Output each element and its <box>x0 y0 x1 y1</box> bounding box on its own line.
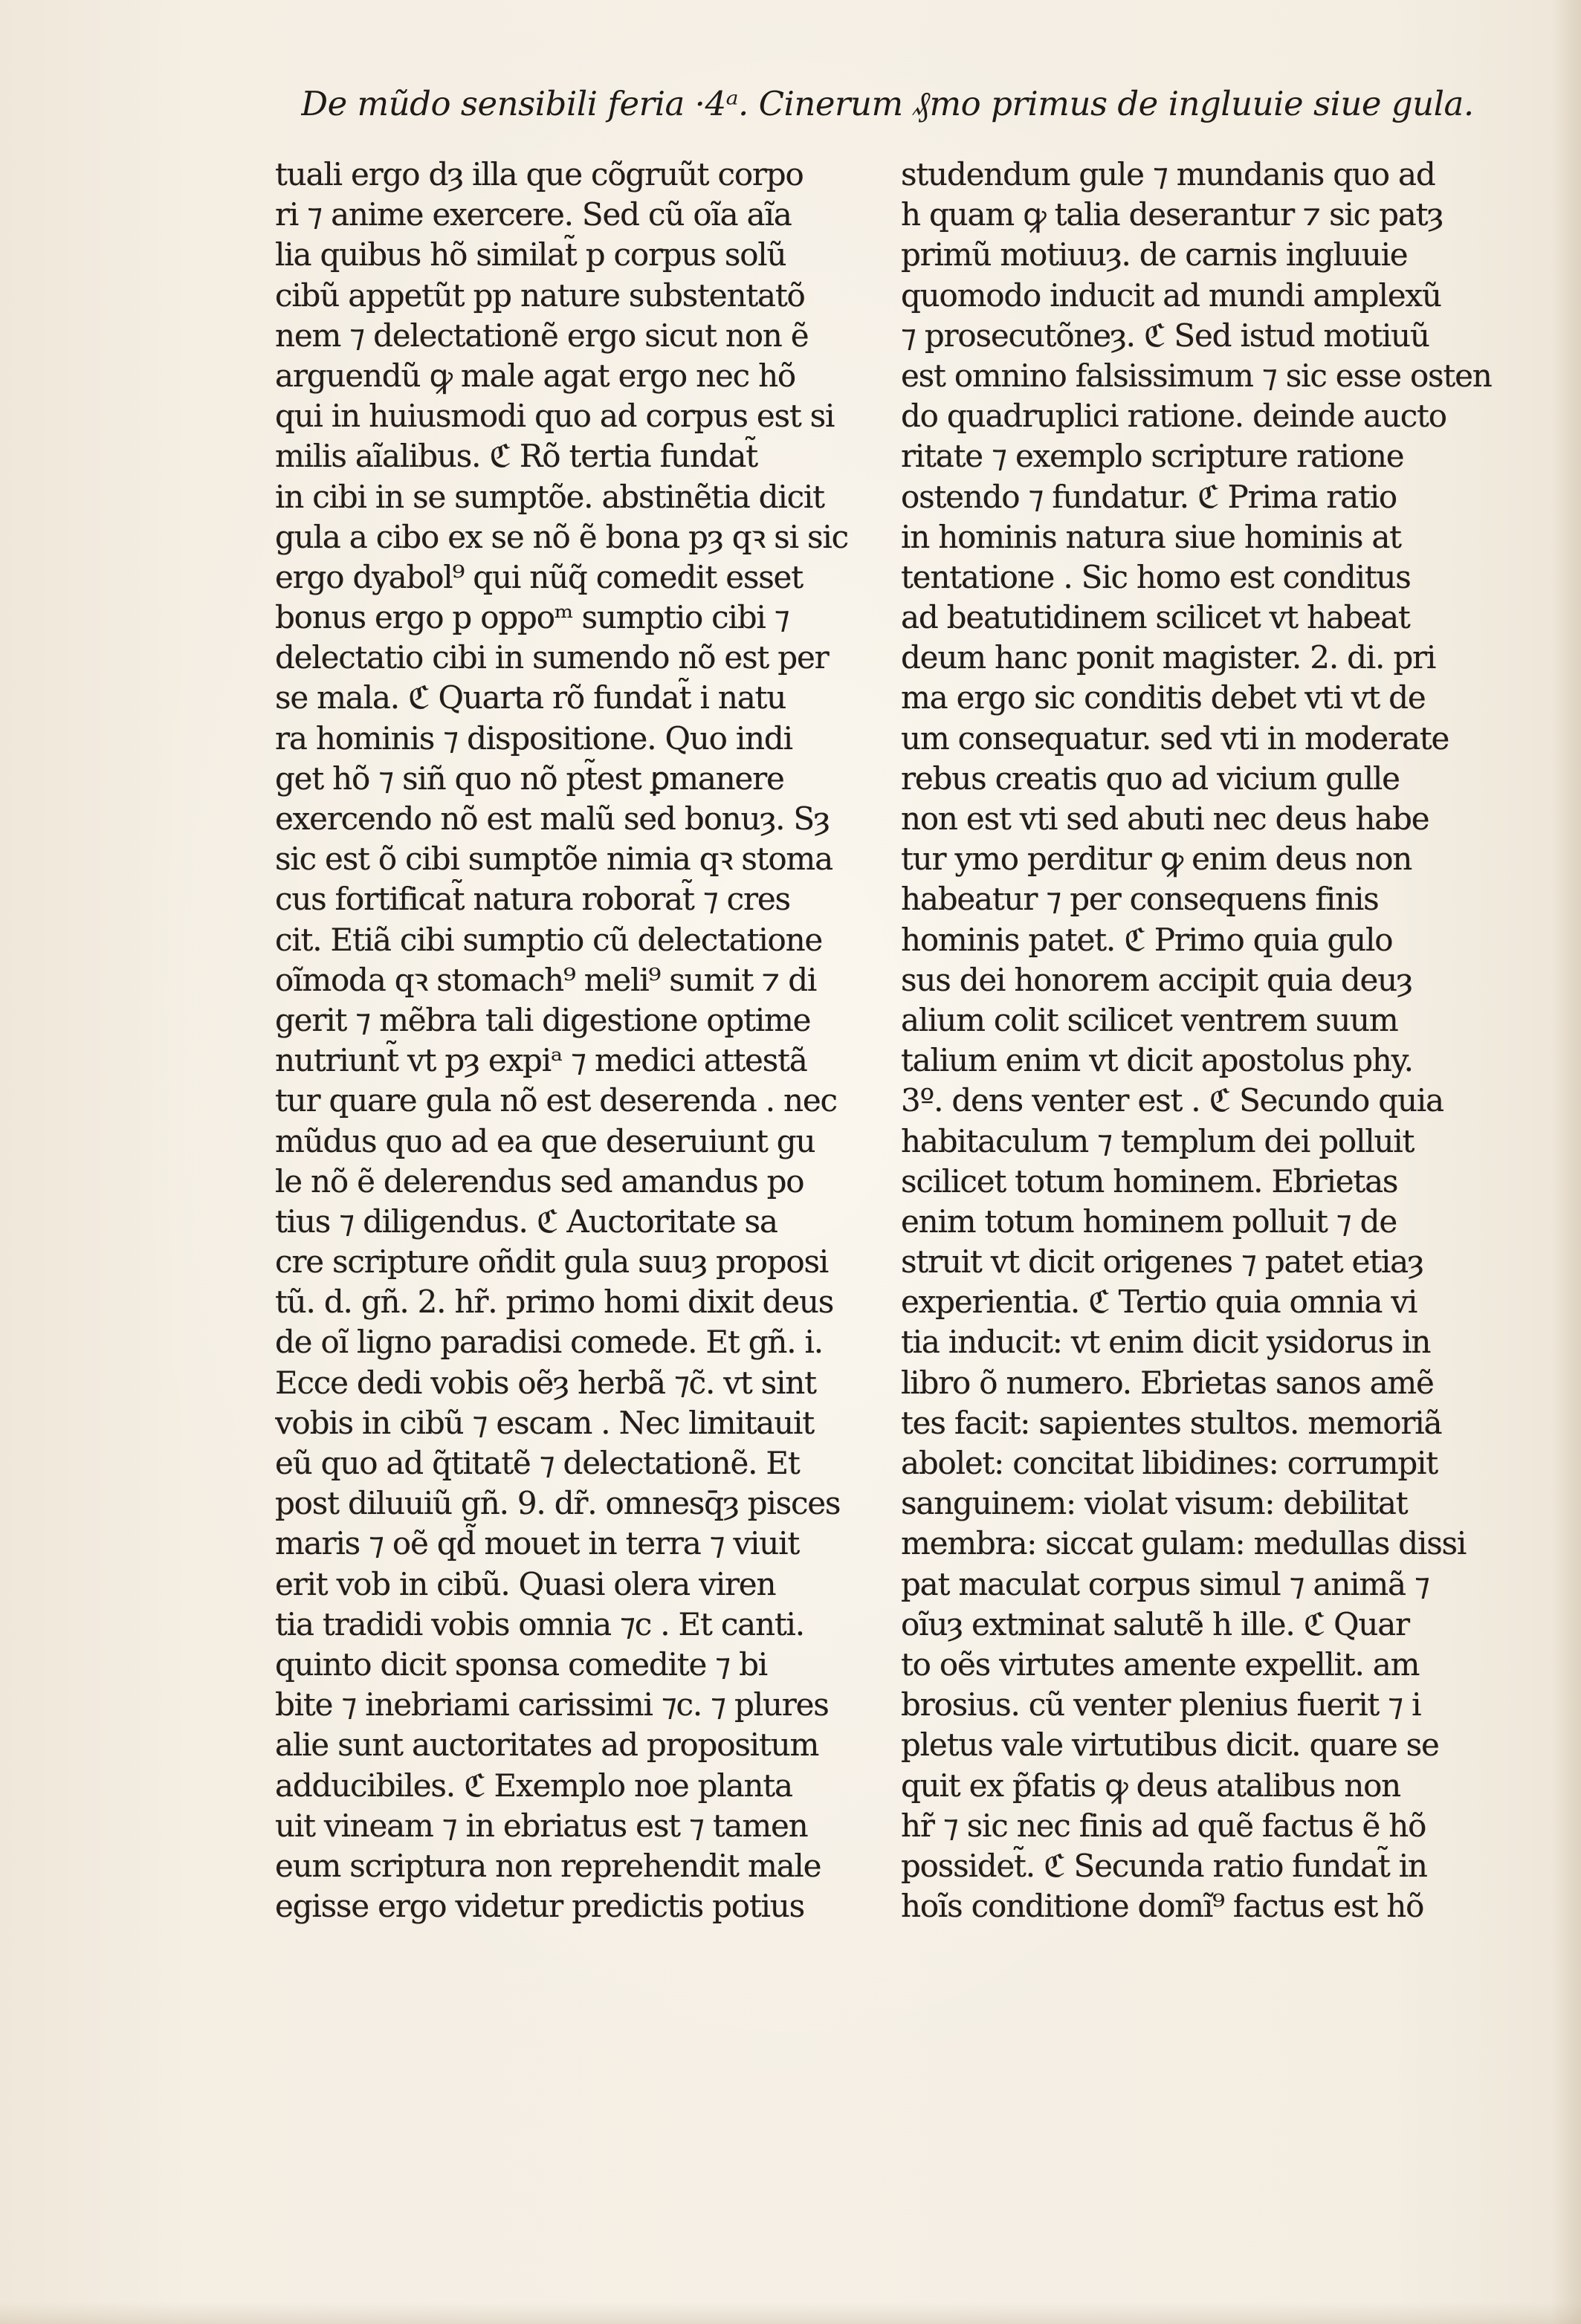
text-line: ⁊ prosecutõneȝ. ℭ Sed istud motiuũ <box>901 317 1429 354</box>
text-line: uit vineam ⁊ in ebriatus est ⁊ tamen <box>275 1807 808 1844</box>
text-line: enim totum hominem polluit ⁊ de <box>901 1203 1397 1240</box>
text-line: in hominis natura siue hominis at <box>901 518 1401 555</box>
text-line: tentatione . Sic homo est conditus <box>901 558 1411 595</box>
text-line: tuali ergo dȝ illa que cõgruũt corpo <box>275 156 804 192</box>
text-line: qui in huiusmodi quo ad corpus est si <box>275 398 835 435</box>
text-line: le nõ ẽ delerendus sed amandus po <box>275 1162 804 1200</box>
text-line: tius ⁊ diligendus. ℭ Auctoritate sa <box>275 1203 777 1240</box>
text-line: h quam ꝙ talia deserantur ⁊ sic patȝ <box>901 196 1443 233</box>
text-line: libro õ numero. Ebrietas sanos amẽ <box>901 1364 1434 1401</box>
text-line: ri ⁊ anime exercere. Sed cũ oĩa aĩa <box>275 196 792 233</box>
text-line: in cibi in se sumptõe. abstinẽtia dicit <box>275 478 824 515</box>
text-line: habeatur ⁊ per consequens finis <box>901 881 1379 918</box>
text-line: tũ. d. gñ. 2. hr̃. primo homi dixit deus <box>275 1284 834 1321</box>
text-line: pletus vale virtutibus dicit. quare se <box>901 1726 1439 1764</box>
text-line: rebus creatis quo ad vicium gulle <box>901 760 1400 797</box>
text-line: hominis patet. ℭ Primo quia gulo <box>901 921 1393 958</box>
text-line: brosius. cũ venter plenius fuerit ⁊ i <box>901 1686 1421 1723</box>
text-line: tur quare gula nõ est deserenda . nec <box>275 1082 837 1119</box>
text-line: adducibiles. ℭ Exemplo noe planta <box>275 1767 792 1804</box>
text-line: membra: siccat gulam: medullas dissi <box>901 1525 1467 1562</box>
text-line: de oĩ ligno paradisi comede. Et gñ. i. <box>275 1324 823 1361</box>
text-line: scilicet totum hominem. Ebrietas <box>901 1162 1398 1200</box>
text-line: quinto dicit sponsa comedite ⁊ bi <box>275 1645 767 1683</box>
text-line: maris ⁊ oẽ qd̃ mouet in terra ⁊ viuit <box>275 1525 800 1562</box>
text-line: nem ⁊ delectationẽ ergo sicut non ẽ <box>275 317 809 354</box>
text-line: deum hanc ponit magister. 2. di. pri <box>901 639 1436 676</box>
text-line: egisse ergo videtur predictis potius <box>275 1888 804 1925</box>
text-line: eum scriptura non reprehendit male <box>275 1847 821 1884</box>
text-line: tur ymo perditur ꝙ enim deus non <box>901 841 1412 878</box>
text-line: sanguinem: violat visum: debilitat <box>901 1485 1408 1522</box>
text-line: pat maculat corpus simul ⁊ animã ⁊ <box>901 1565 1429 1602</box>
text-line: ergo dyabol⁹ qui nũq̃ comedit esset <box>275 558 803 595</box>
text-line: ra hominis ⁊ dispositione. Quo indi <box>275 719 792 757</box>
text-line: ma ergo sic conditis debet vti vt de <box>901 679 1426 716</box>
text-line: oĩuȝ extminat salutẽ h ille. ℭ Quar <box>901 1605 1409 1642</box>
text-line: ostendo ⁊ fundatur. ℭ Prima ratio <box>901 478 1397 515</box>
text-line: gerit ⁊ mẽbra tali digestione optime <box>275 1001 811 1038</box>
text-line: vobis in cibũ ⁊ escam . Nec limitauit <box>275 1404 814 1441</box>
text-line: Ecce dedi vobis oẽȝ herbã ⁊c̃. vt sint <box>275 1364 816 1401</box>
text-line: post diluuiũ gñ. 9. dr̃. omnesq̄ȝ pisces <box>275 1485 841 1522</box>
text-line: alie sunt auctoritates ad propositum <box>275 1726 819 1764</box>
text-line: do quadruplici ratione. deinde aucto <box>901 398 1446 435</box>
text-line: cit. Etiã cibi sumptio cũ delectatione <box>275 921 823 958</box>
text-line: cus fortificat̃ natura roborat̃ ⁊ cres <box>275 881 790 918</box>
text-line: tia tradidi vobis omnia ⁊c . Et canti. <box>275 1605 804 1642</box>
text-line: delectatio cibi in sumendo nõ est per <box>275 639 829 676</box>
text-line: gula a cibo ex se nõ ẽ bona pȝ qꝛ si sic <box>275 518 848 555</box>
text-line: mũdus quo ad ea que deseruiunt gu <box>275 1122 815 1159</box>
text-line: 3º. dens venter est . ℭ Secundo quia <box>901 1082 1443 1119</box>
text-line: bonus ergo p oppoᵐ sumptio cibi ⁊ <box>275 599 789 636</box>
text-line: quit ex p̃fatis ꝙ deus atalibus non <box>901 1767 1401 1804</box>
text-line: bite ⁊ inebriami carissimi ⁊c. ⁊ plures <box>275 1686 829 1723</box>
text-line: alium colit scilicet ventrem suum <box>901 1001 1398 1038</box>
text-line: nutriunt̃ vt pȝ expiᵃ ⁊ medici attestã <box>275 1042 807 1079</box>
text-line: eũ quo ad q̃titatẽ ⁊ delectationẽ. Et <box>275 1445 800 1481</box>
text-line: erit vob in cibũ. Quasi olera viren <box>275 1565 776 1602</box>
text-line: talium enim vt dicit apostolus phy. <box>901 1042 1413 1079</box>
text-line: ad beatutidinem scilicet vt habeat <box>901 599 1410 636</box>
text-line: habitaculum ⁊ templum dei polluit <box>901 1122 1415 1159</box>
text-line: get hõ ⁊ siñ quo nõ pt̃est ꝑmanere <box>275 760 784 797</box>
text-line: primũ motiuuȝ. de carnis ingluuie <box>901 236 1408 273</box>
text-line: quomodo inducit ad mundi amplexũ <box>901 276 1441 314</box>
text-line: hoĩs conditione domĩ⁹ factus est hõ <box>901 1888 1424 1925</box>
text-line: milis aĩalibus. ℭ Rõ tertia fundat̃ <box>275 438 757 475</box>
text-line: struit vt dicit origenes ⁊ patet etiaȝ <box>901 1243 1423 1281</box>
page-edge-shadow <box>1551 0 1581 2324</box>
text-line: cibũ appetũt pp nature substentatõ <box>275 276 805 314</box>
text-line: to oẽs virtutes amente expellit. am <box>901 1645 1420 1683</box>
text-line: est omnino falsissimum ⁊ sic esse osten <box>901 357 1492 394</box>
text-line: hr̃ ⁊ sic nec finis ad quẽ factus ẽ hõ <box>901 1807 1426 1844</box>
text-line: um consequatur. sed vti in moderate <box>901 719 1449 757</box>
text-line: tia inducit: vt enim dicit ysidorus in <box>901 1324 1431 1361</box>
text-line: tes facit: sapientes stultos. memoriã <box>901 1404 1442 1441</box>
text-line: possidet̃. ℭ Secunda ratio fundat̃ in <box>901 1847 1427 1884</box>
text-line: experientia. ℭ Tertio quia omnia vi <box>901 1284 1417 1321</box>
text-line: abolet: concitat libidines: corrumpit <box>901 1445 1438 1481</box>
text-line: lia quibus hõ similat̃ p corpus solũ <box>275 236 786 273</box>
text-line: arguendũ ꝙ male agat ergo nec hõ <box>275 357 796 394</box>
left-text-column <box>275 155 885 2295</box>
text-line: se mala. ℭ Quarta rõ fundat̃ i natu <box>275 679 786 716</box>
right-text-column <box>901 155 1510 2295</box>
page-bottom-shadow <box>0 2302 1581 2324</box>
text-line: sic est õ cibi sumptõe nimia qꝛ stoma <box>275 841 832 878</box>
text-line: ritate ⁊ exemplo scripture ratione <box>901 438 1404 475</box>
text-line: non est vti sed abuti nec deus habe <box>901 800 1429 837</box>
text-line: studendum gule ⁊ mundanis quo ad <box>901 156 1435 192</box>
text-line: oĩmoda qꝛ stomach⁹ meli⁹ sumit ⁊ di <box>275 961 817 998</box>
running-head: De mũdo sensibili feria ·4ᵃ. Cinerum ₰mo primus de ingluuie siue gula. <box>301 84 1474 123</box>
text-line: exercendo nõ est malũ sed bonuȝ. Sȝ <box>275 800 830 837</box>
text-line: sus dei honorem accipit quia deuȝ <box>901 961 1412 998</box>
text-line: cre scripture oñdit gula suuȝ proposi <box>275 1243 829 1281</box>
